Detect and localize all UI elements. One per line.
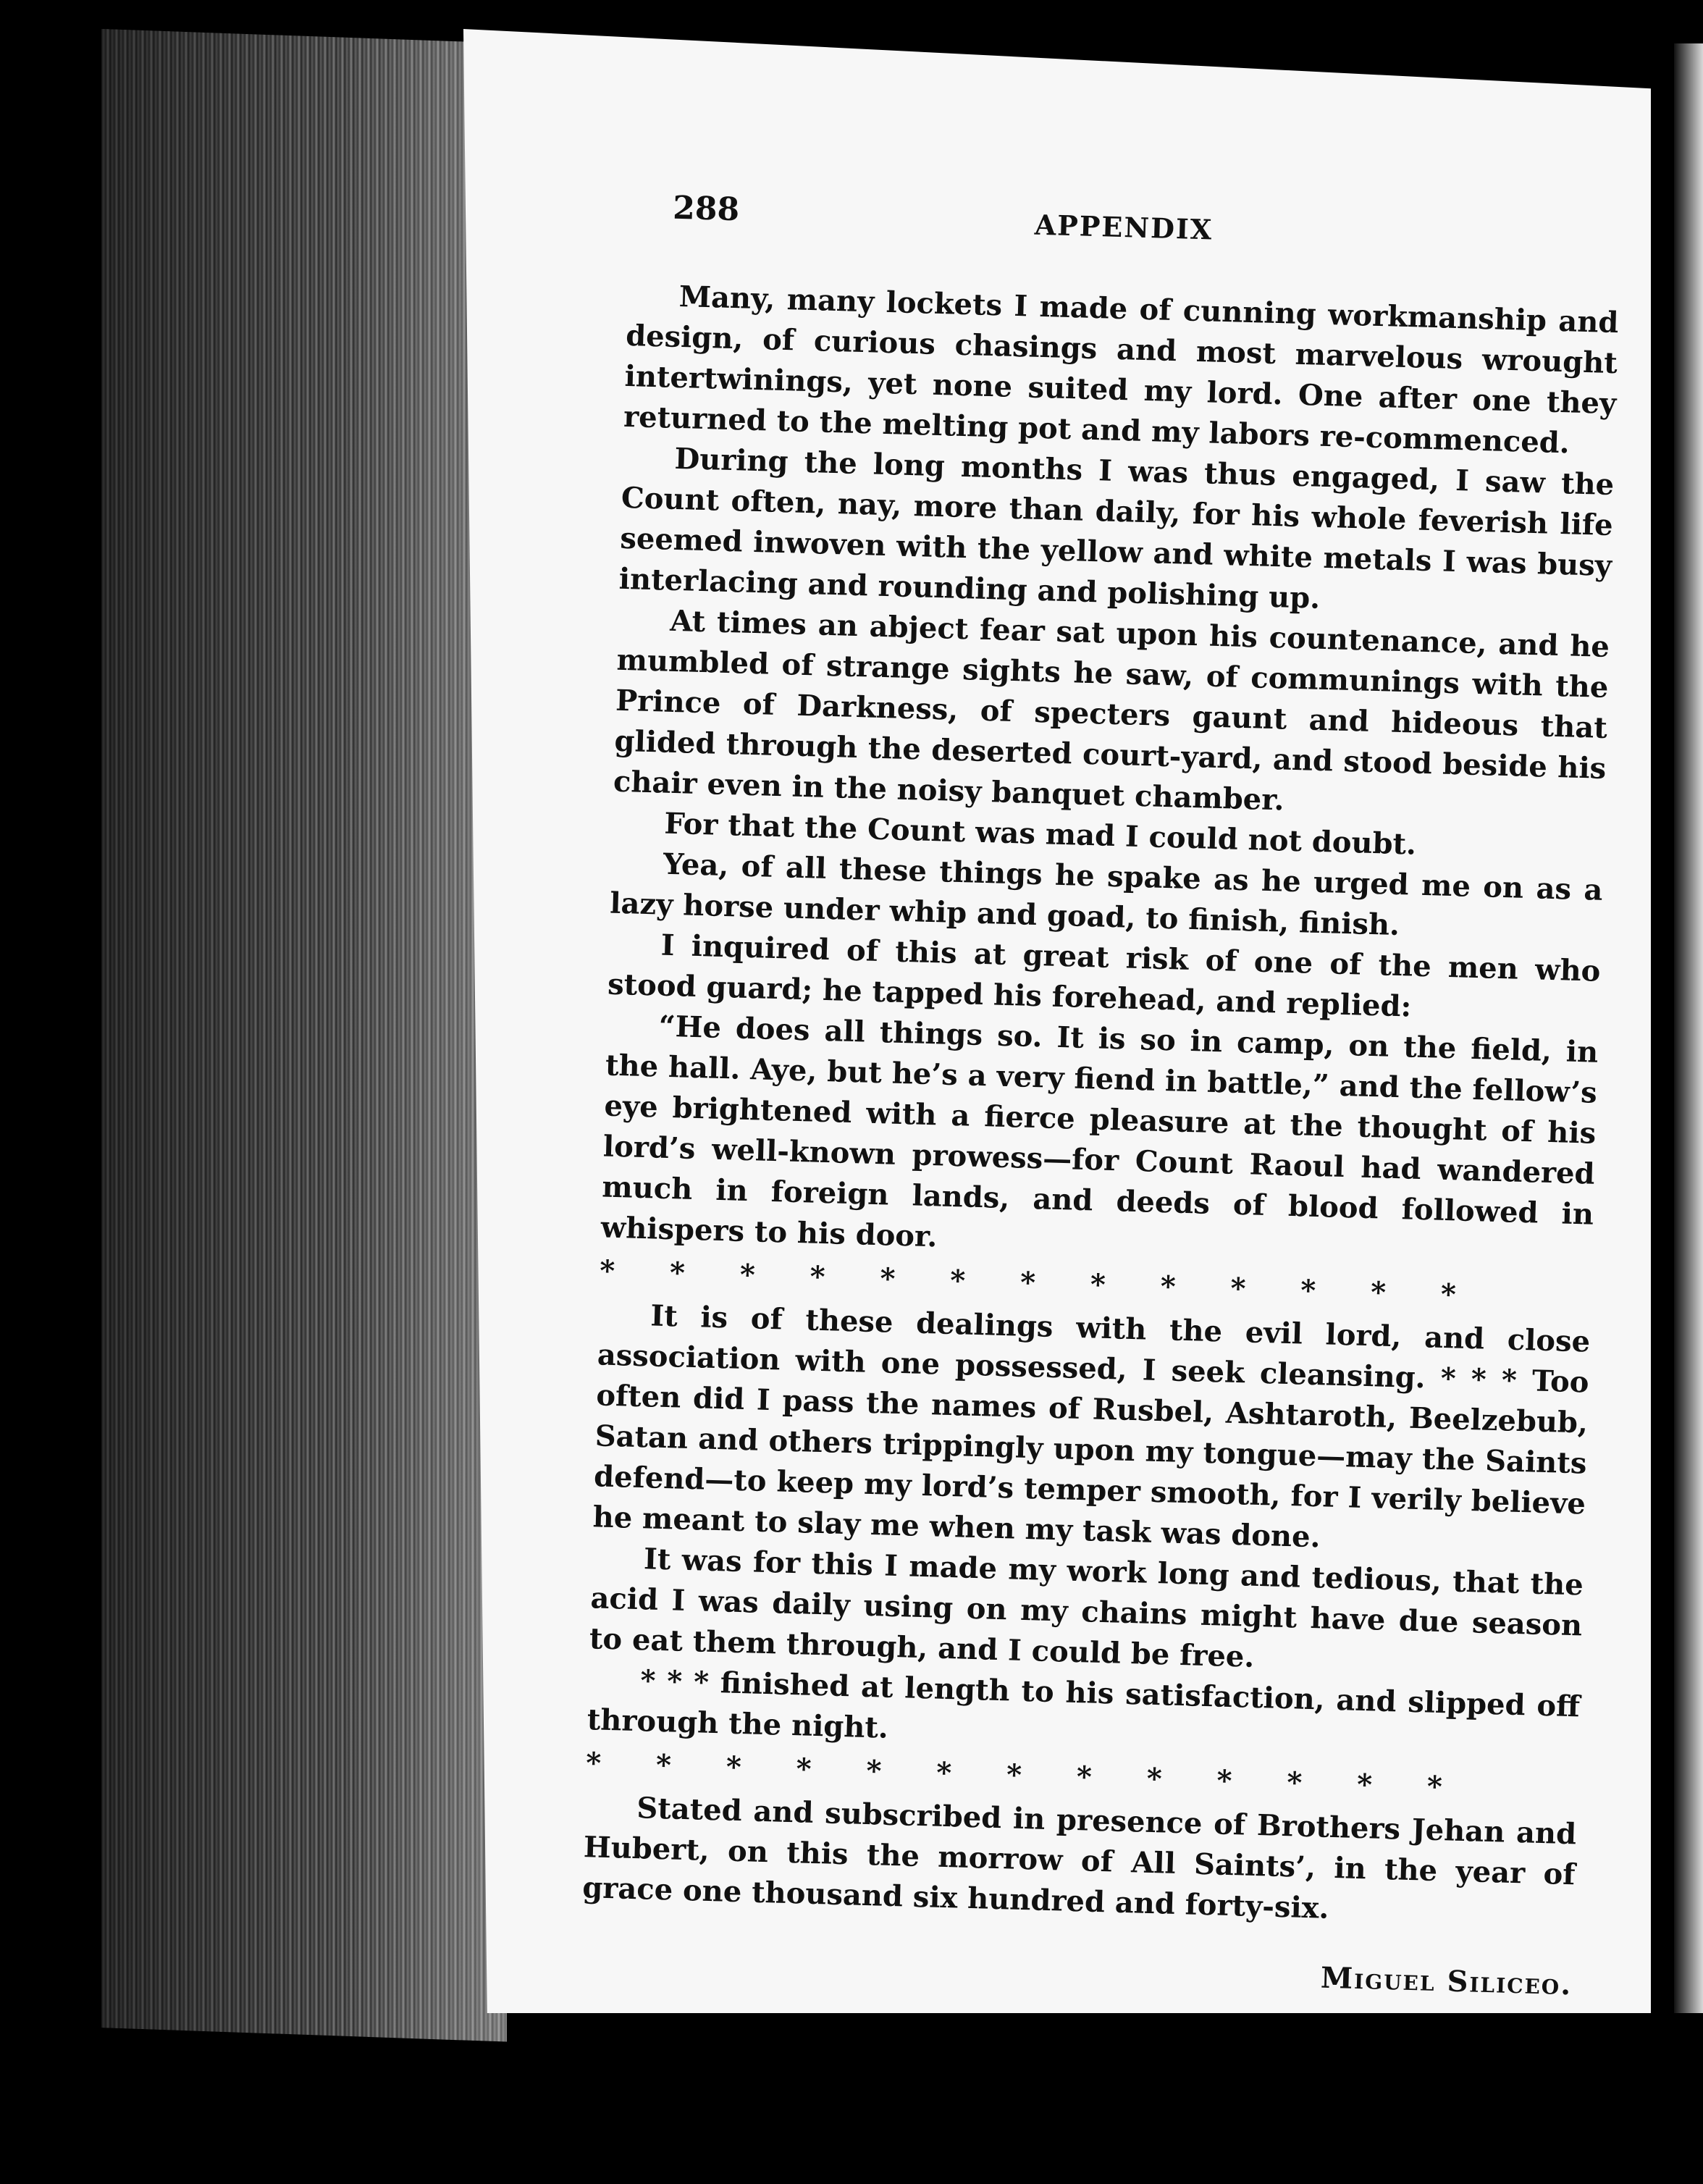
- star-row: * * * * * * * * * * * * *: [599, 1253, 1457, 1312]
- page-content: [580, 188, 1621, 2005]
- paragraph: “He does all things so. It is so in camp, on the field, in the hall. Aye, but he’s a very fiend in battle,” and the fellow’s eye brightened with a fierce pleasure at the thought of his lord’s well-known prowess—for Count Raoul had wandered much in foreign lands, and deeds of blood followed in whispers to his door.: [600, 1009, 1599, 1254]
- paragraph: It is of these dealings with the evil lord, and close association with one possessed, I seek cleansing. * * * Too often did I pass the names of Rusbel, Ashtaroth, Beelzebub, Satan and others trippingly upon my tongue—may the Saints defend—to keep my lord’s temper smooth, for I verily believe he meant to slay me when my task was done.: [592, 1298, 1591, 1555]
- closing-paragraph: Stated and subscribed in presence of Brothers Jehan and Hubert, on this the morrow of All Saints’, in the year of grace one thousand six hundred and forty-six.: [581, 1791, 1577, 1925]
- body-text: [580, 275, 1619, 2005]
- facing-page-edge: [1674, 43, 1703, 2013]
- paragraph: At times an abject fear sat upon his countenance, and he mumbled of strange sights he saw, of communings with the Prince of Darkness, of specters gaunt and hideous that glided through the deserted court-yard, and stood beside his chair even in the noisy banquet chamber.: [613, 603, 1610, 818]
- paragraph: During the long months I was thus engaged, I saw the Count often, nay, more than daily, for his whole feverish life seemed inwoven with the yellow and white metals I was busy interlacing and rounding and polishing up.: [618, 441, 1615, 616]
- page-edges: [101, 29, 507, 2042]
- paragraph: It was for this I made my work long and tedious, that the acid I was daily using on my chains might have due season to eat them through, and I could be free.: [589, 1542, 1584, 1674]
- paragraph: * * * finished at length to his satisfaction, and slipped off through the night.: [586, 1663, 1581, 1745]
- paragraph: Yea, of all these things he spake as he urged me on as a lazy horse under whip and goad, to finish, finish.: [609, 847, 1604, 943]
- running-head: APPENDIX: [1034, 208, 1214, 246]
- page-number: 288: [672, 189, 740, 229]
- paragraph: Many, many lockets I made of cunning workmanship and design, of curious chasings and most marvelous wrought intertwinings, yet none suited my lord. One after one they returned to the melting pot and my labors re-commenced.: [623, 279, 1620, 461]
- paragraph: For that the Count was mad I could not doubt.: [663, 806, 1417, 862]
- star-row: * * * * * * * * * * * * *: [585, 1746, 1443, 1805]
- paragraph: I inquired of this at great risk of one of the men who stood guard; he tapped his forehead, and replied:: [607, 928, 1601, 1024]
- signature: Miguel Siliceo.: [1320, 1960, 1573, 2002]
